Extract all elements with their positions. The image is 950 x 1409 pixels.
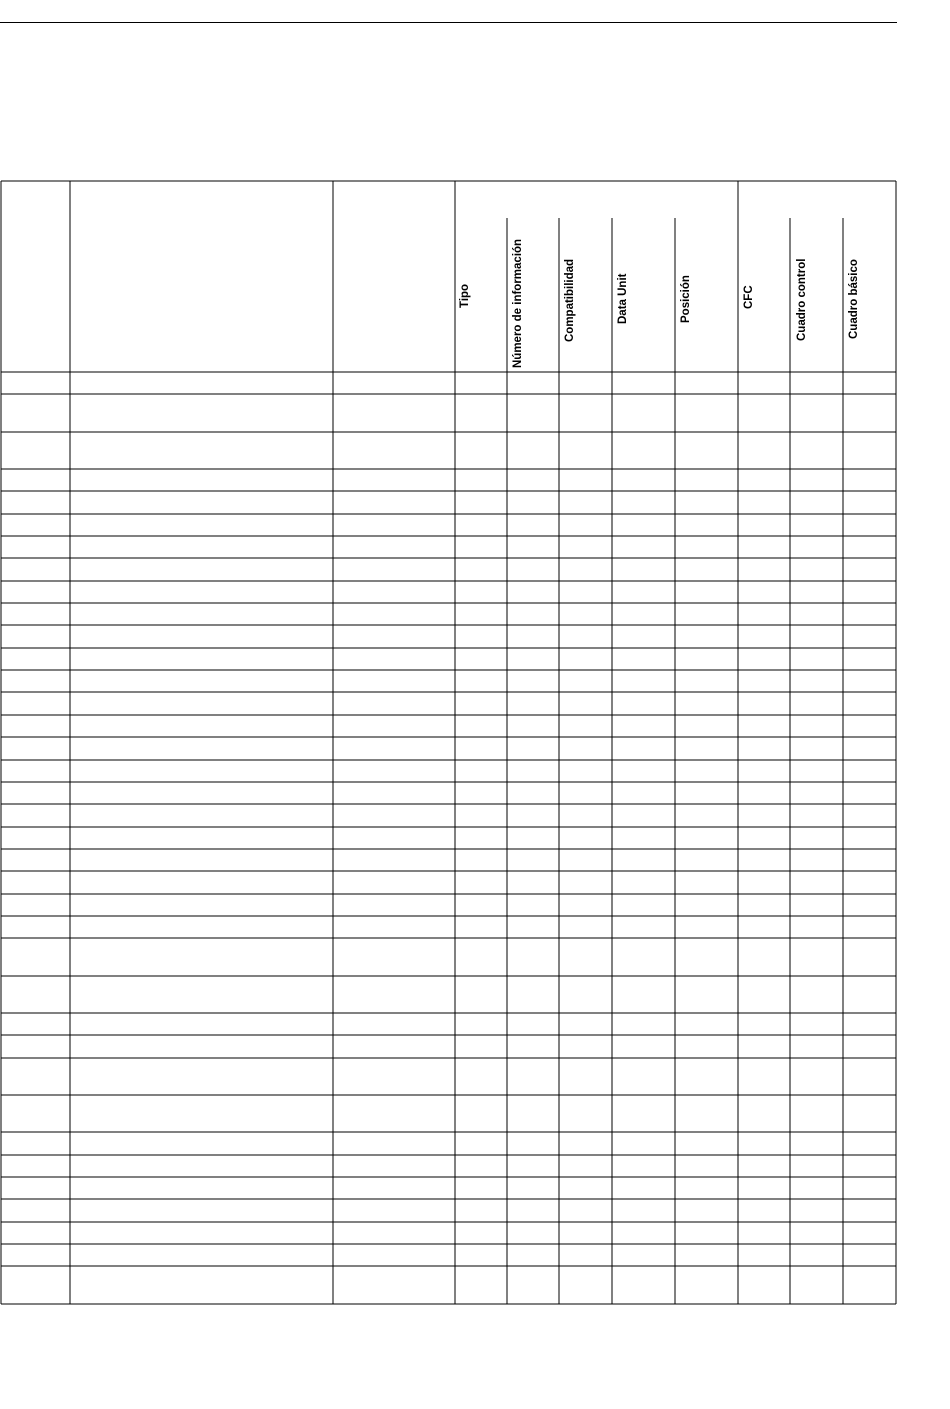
col-header-cfc: CFC: [743, 285, 755, 309]
col-header-cuadro-control: Cuadro control: [796, 258, 808, 341]
col-header-posicion: Posición: [680, 275, 692, 323]
col-header-compatibilidad: Compatibilidad: [564, 258, 576, 342]
col-header-data-unit: Data Unit: [617, 273, 629, 324]
col-header-cuadro-basico: Cuadro básico: [848, 259, 860, 339]
col-header-numero-informacion: Número de información: [512, 238, 524, 368]
col-header-tipo: Tipo: [459, 283, 471, 308]
